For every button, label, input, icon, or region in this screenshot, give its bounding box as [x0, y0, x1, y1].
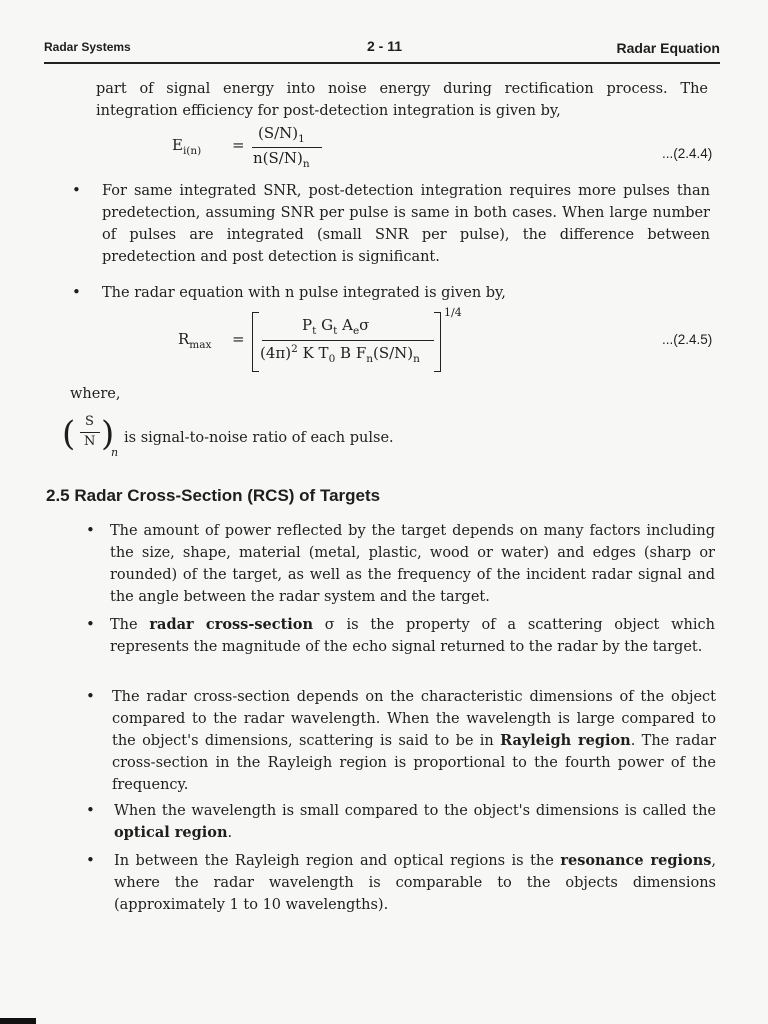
rcs-bullet-definition: The radar cross-section σ is the property of a scattering object which represents the magnitude of the echo signal returned to the radar by the target. — [110, 616, 715, 655]
rcs-bullet-optical: When the wavelength is small compared to the object's dimensions is called the optical region. — [114, 803, 716, 841]
sn-denominator: N — [84, 434, 96, 449]
rcs-bullet-rayleigh: The radar cross-section depends on the characteristic dimensions of the object compared to the radar wavelength. When the wavelength is large compared to the object's dimensions, scattering is said to be in Rayleigh region. The radar cross-section in the Rayleigh region is proportional to the fourth power of the frequency. — [112, 689, 716, 793]
bullet-post-detection: For same integrated SNR, post-detection integration requires more pulses than predetection, assuming SNR per pulse is same in both cases. When large number of pulses are integrated (small SNR per pulse), the difference between predetection and post detection is significant. — [102, 183, 710, 265]
bullet-dot: • — [72, 181, 81, 199]
where-label: where, — [70, 386, 121, 402]
eq2-lhs: $R_{max}$ — [178, 330, 212, 351]
sn-numerator: S — [85, 414, 94, 429]
header-book-title: Radar Systems — [44, 40, 131, 54]
bullet-dot: • — [86, 851, 95, 869]
eq1-denominator: $n(S/N)_n$ — [253, 149, 310, 170]
eq1-lhs: $E_{i(n)}$ — [172, 136, 202, 157]
rcs-bullet-factors: The amount of power reflected by the target depends on many factors including the size, shape, material (metal, plastic, wood or water) and edges (sharp or rounded) of the target, as well as the frequency of the incident radar signal and the angle between the radar system and the target. — [110, 523, 715, 605]
bullet-dot: • — [86, 615, 95, 633]
header-page-number: 2 - 11 — [367, 38, 403, 54]
eq1-equals: = — [232, 136, 245, 154]
section-heading-rcs: 2.5 Radar Cross-Section (RCS) of Targets — [46, 486, 381, 505]
rcs-bullet-resonance: In between the Rayleigh region and optical regions is the resonance regions, where the radar wavelength is comparable to the objects dimensions (approximately 1 to 10 wavelengths). — [114, 852, 717, 913]
bullet-dot: • — [86, 521, 95, 539]
bullet-dot: • — [72, 283, 81, 301]
eq2-numerator: $P_t$ $G_t$ $A_e\sigma$ — [302, 316, 370, 337]
page-header — [44, 36, 720, 62]
sn-subscript: n — [111, 446, 119, 459]
bullet-radar-equation: The radar equation with n pulse integrated is given by, — [102, 285, 506, 301]
eq1-fraction-bar — [252, 147, 322, 148]
eq2-number: ...(2.4.5) — [662, 332, 713, 347]
bullet-dot: • — [86, 801, 95, 819]
bullet-dot: • — [86, 687, 95, 705]
eq2-fraction-bar — [262, 340, 434, 341]
sn-right-paren: ) — [101, 414, 115, 454]
header-chapter-title: Radar Equation — [616, 40, 720, 56]
page-corner-mark — [0, 1018, 36, 1024]
sn-left-paren: ( — [62, 414, 76, 454]
eq1-number: ...(2.4.4) — [662, 146, 713, 161]
eq2-denominator: $(4\pi)^2$ K $T_0$ B $F_n(S/N)_n$ — [260, 343, 420, 365]
eq2-equals: = — [232, 330, 245, 348]
eq1-numerator: $(S/N)_1$ — [258, 124, 305, 145]
header-rule — [44, 62, 720, 64]
sn-description: is signal-to-noise ratio of each pulse. — [124, 430, 394, 446]
eq2-right-bracket — [434, 312, 441, 372]
eq2-left-bracket — [252, 312, 259, 372]
sn-fraction-bar — [80, 432, 100, 433]
intro-paragraph: part of signal energy into noise energy during rectification process. The integration efficiency for post-detection integration is given by, — [96, 81, 708, 119]
eq2-exponent: 1/4 — [444, 306, 462, 319]
